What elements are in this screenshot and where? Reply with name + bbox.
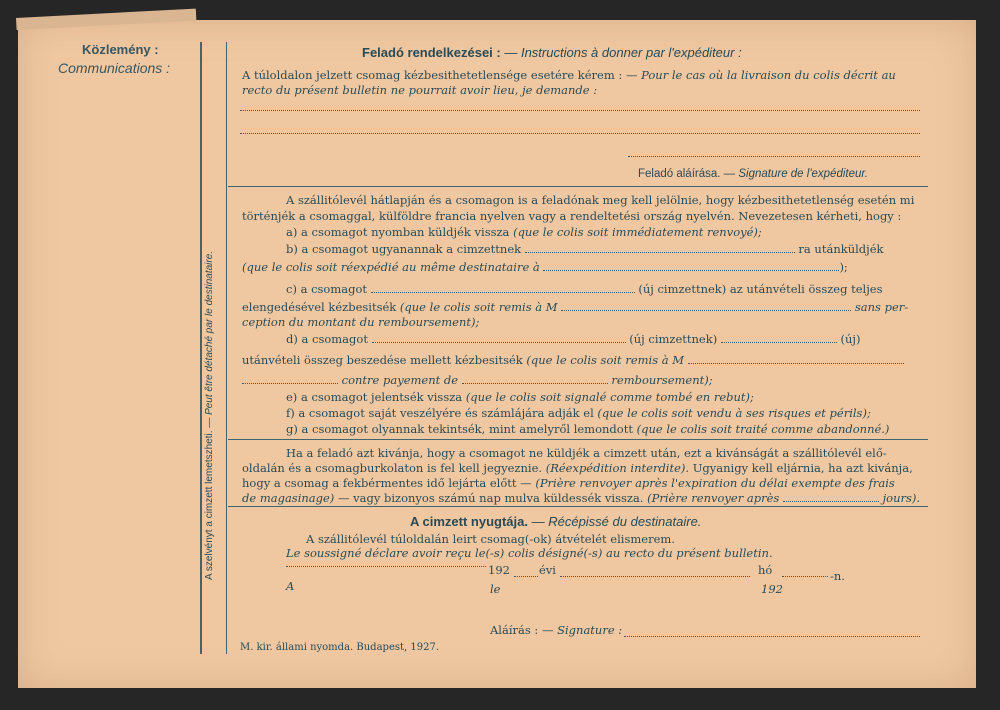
option-d [286, 332, 860, 346]
sender-signature-field[interactable] [628, 156, 920, 157]
separator-1 [228, 186, 928, 187]
option-d2-hu: utánvételi összeg beszedése mellett kézbesitsék [242, 353, 523, 367]
printer-imprint: M. kir. állami nyomda. Budapest, 1927. [240, 642, 439, 653]
reexp-l4-fr2: (Prière renvoyer après [647, 491, 780, 505]
reexp-l2-fr: (Réexpédition interdite). [545, 461, 690, 475]
option-d-mid: (új cimzettnek) [629, 332, 718, 346]
sender-intro-line1 [242, 68, 896, 82]
sender-heading-hu: Feladó rendelkezései : [362, 45, 501, 60]
reexp-l4-end: jours). [882, 491, 921, 505]
reexp-l4-fr: de magasinage) [242, 491, 335, 505]
receipt-ho: hó [758, 563, 773, 577]
sender-signature-hu: Feladó aláírása. [638, 168, 721, 180]
receipt-month-field[interactable] [560, 576, 750, 577]
option-b [286, 242, 883, 256]
option-e-hu: e) a csomagot jelentsék vissza [286, 390, 463, 404]
option-a-hu: a) a csomagot nyomban küldjék vissza [286, 225, 510, 239]
reexp-l2-end: Ugyanigy kell eljárnia, ha azt kivánja, [692, 461, 913, 475]
option-c2-field[interactable] [561, 300, 851, 311]
receipt-signature-hu: Aláírás : — [490, 623, 554, 637]
form-card [18, 20, 976, 688]
receipt-heading-fr: Récépissé du destinataire. [548, 514, 702, 529]
receipt-a: A [286, 579, 295, 593]
option-e [286, 390, 754, 404]
option-c2-hu: elengedésével kézbesitsék [242, 300, 397, 314]
option-b-close: ); [839, 260, 848, 274]
option-d2-field[interactable] [688, 353, 904, 364]
sender-signature-fr: Signature de l'expéditeur. [738, 168, 868, 180]
option-e-fr: (que le colis soit signalé comme tombé en rebut); [465, 390, 754, 404]
receipt-year-fr: 192 [761, 582, 783, 596]
receipt-signature-fr: Signature : [557, 623, 623, 637]
reexp-l2 [242, 461, 913, 475]
detach-note-sep: — [204, 414, 215, 431]
divider-line-left [200, 42, 202, 654]
option-f-hu: f) a csomagot saját veszélyére és számlájára adják el [286, 406, 594, 420]
sender-intro-hu: A túloldalon jelzett csomag kézbesithetetlensége esetére kérem : — [242, 68, 638, 82]
reexp-l2-hu: oldalán és a csomagburkolaton is fel kell jegyeznie. [242, 461, 543, 475]
instruction-field-1[interactable] [240, 110, 920, 111]
separator-3 [228, 506, 928, 507]
reexp-days-field[interactable] [783, 491, 879, 502]
worn-edge [16, 9, 196, 30]
reexp-l3-fr: (Prière renvoyer après l'expiration du délai exempte des frais [535, 476, 895, 490]
divider-line-right [226, 42, 227, 654]
reexp-l3 [242, 476, 895, 490]
option-d3-end: remboursement); [611, 373, 713, 387]
option-g [286, 422, 889, 436]
option-b-hu: b) a csomagot ugyanannak a cimzettnek [286, 242, 522, 256]
option-b-fr: (que le colis soit réexpédié au même destinataire à [242, 260, 540, 274]
instructions-p1: A szállitólevél hátlapján és a csomagon is a feladónak meg kell jelölnie, hogy kézbesithetetlenség esetén mi [286, 193, 915, 207]
receipt-heading-sep: — [527, 514, 549, 529]
receipt-le: le [490, 582, 501, 596]
sender-heading-fr: Instructions à donner par l'expéditeur : [520, 45, 742, 60]
option-a [286, 225, 762, 239]
option-d2-fr: (que le colis soit remis à M [526, 353, 685, 367]
option-b2 [242, 260, 848, 274]
option-c [286, 282, 883, 296]
sender-intro-fr2: recto du présent bulletin ne pourrait avoir lieu, je demande : [242, 83, 598, 97]
option-c-mid: (új cimzettnek) az utánvételi összeg teljes [638, 282, 883, 296]
communications-label-fr: Communications : [58, 60, 171, 76]
option-d-field-2[interactable] [721, 332, 837, 343]
sender-signature-sep: — [720, 168, 739, 180]
option-c-field[interactable] [371, 282, 635, 293]
option-d2 [242, 353, 904, 367]
receipt-day-field[interactable] [782, 576, 828, 577]
receipt-signature-label [490, 623, 622, 637]
detach-note [204, 251, 215, 580]
option-d-field[interactable] [372, 332, 626, 343]
detach-note-hu: A szelvényt a cimzett lemetszheti. [204, 430, 215, 580]
instruction-field-2[interactable] [240, 133, 920, 134]
reexp-l4-hu: — vagy bizonyos számú nap mulva küldessék vissza. [337, 491, 644, 505]
option-d-hu: d) a csomagot [286, 332, 368, 346]
sender-heading [362, 45, 742, 60]
receipt-evi: évi [539, 563, 556, 577]
option-c-hu: c) a csomagot [286, 282, 368, 296]
option-b2-field[interactable] [543, 260, 839, 271]
receipt-l1: A szállitólevél túloldalán leirt csomag(-ok) átvételét elismerem. [306, 532, 675, 546]
option-b-end: ra utánküldjék [798, 242, 884, 256]
option-d3-fr: contre payement de [341, 373, 459, 387]
receipt-signature-field[interactable] [624, 636, 920, 637]
separator-2 [228, 439, 928, 440]
option-d-end: (új) [840, 332, 861, 346]
communications-label-hu: Közlemény : [82, 42, 159, 57]
option-d3-field[interactable] [242, 373, 338, 384]
receipt-l2: Le soussigné déclare avoir reçu le(-s) colis désigné(-s) au recto du présent bulletin. [286, 546, 773, 560]
sender-signature-label [638, 168, 868, 180]
option-c2-end: sans per- [854, 300, 909, 314]
option-c3: ception du montant du remboursement); [242, 315, 480, 329]
option-d3-field-2[interactable] [462, 373, 608, 384]
receipt-year-field[interactable] [514, 576, 538, 577]
instructions-p2: történjék a csomaggal, külföldre francia nyelven vagy a rendeltetési ország nyelvén. Nevezetesen kérheti, hogy : [242, 209, 902, 223]
reexp-l3-hu: hogy a csomag a fekbérmentes idő lejárta előtt — [242, 476, 532, 490]
receipt-heading [410, 514, 701, 529]
reexp-l4 [242, 491, 920, 505]
reexp-l1: Ha a feladó azt kivánja, hogy a csomagot ne küldjék a cimzett után, ezt a kivánságát a szállitólevél elő- [286, 446, 887, 460]
option-c2 [242, 300, 908, 314]
option-c2-fr: (que le colis soit remis à M [399, 300, 558, 314]
option-d3 [242, 373, 713, 387]
receipt-place-field[interactable] [286, 566, 486, 567]
sender-heading-sep: — [500, 45, 521, 60]
option-a-fr: (que le colis soit immédiatement renvoyé); [513, 225, 762, 239]
option-b-field[interactable] [525, 242, 795, 253]
receipt-heading-hu: A cimzett nyugtája. [410, 514, 528, 529]
detach-note-fr: Peut être détaché par le destinataire. [204, 250, 215, 415]
sender-intro-fr1: Pour le cas où la livraison du colis décrit au [641, 68, 896, 82]
option-g-hu: g) a csomagot olyannak tekintsék, mint amelyről lemondott [286, 422, 633, 436]
receipt-year-prefix: 192 [488, 563, 510, 577]
option-f-fr: (que le colis soit vendu à ses risques et périls); [597, 406, 871, 420]
receipt-n: -n. [830, 569, 845, 583]
option-g-fr: (que le colis soit traité comme abandonné.) [636, 422, 890, 436]
option-f [286, 406, 871, 420]
